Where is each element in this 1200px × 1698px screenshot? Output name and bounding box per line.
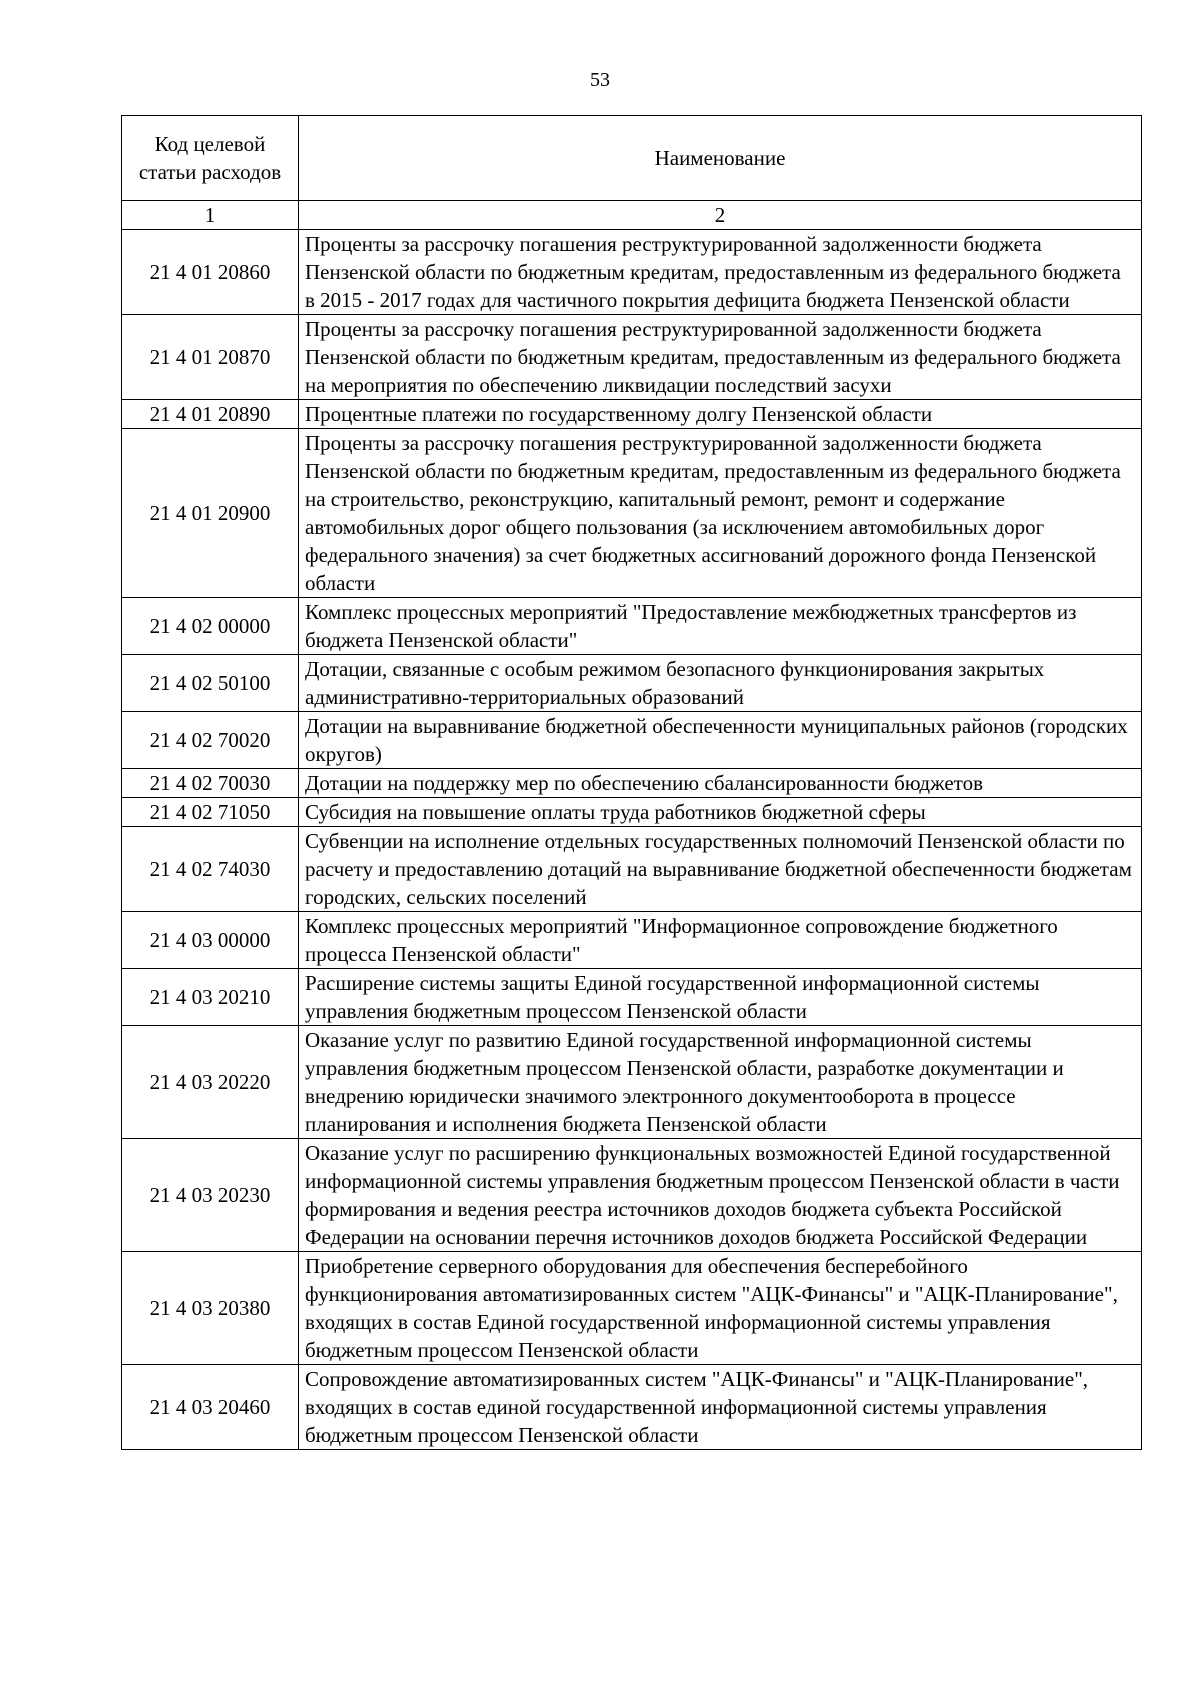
row-code: 21 4 02 70020 [122,712,299,769]
row-name: Оказание услуг по расширению функциональных возможностей Единой государственной информационной системы управления бюджетным процессом Пензенской области в части формирования и ведения реестра источников доходов бюджета субъекта Российской Федерации на основании перечня источников доходов бюджета Российской Федерации [299,1139,1142,1252]
table-row [122,969,1142,1026]
row-code: 21 4 01 20860 [122,230,299,315]
row-name: Комплекс процессных мероприятий "Предоставление межбюджетных трансфертов из бюджета Пензенской области" [299,598,1142,655]
table-row [122,598,1142,655]
row-name: Комплекс процессных мероприятий "Информационное сопровождение бюджетного процесса Пензенской области" [299,912,1142,969]
row-code: 21 4 03 20230 [122,1139,299,1252]
row-name: Дотации на поддержку мер по обеспечению сбалансированности бюджетов [299,769,1142,798]
budget-classification-table [121,115,1142,1450]
row-code: 21 4 02 71050 [122,798,299,827]
table-row [122,1139,1142,1252]
row-name: Проценты за рассрочку погашения реструктурированной задолженности бюджета Пензенской области по бюджетным кредитам, предоставленным из федерального бюджета в 2015 - 2017 годах для частичного покрытия дефицита бюджета Пензенской области [299,230,1142,315]
table-row [122,798,1142,827]
table-header-row [122,116,1142,201]
header-name: Наименование [299,116,1142,201]
table-row [122,400,1142,429]
row-code: 21 4 02 70030 [122,769,299,798]
page-number: 53 [590,69,610,91]
row-code: 21 4 01 20890 [122,400,299,429]
row-code: 21 4 03 00000 [122,912,299,969]
row-name: Расширение системы защиты Единой государственной информационной системы управления бюджетным процессом Пензенской области [299,969,1142,1026]
row-code: 21 4 02 00000 [122,598,299,655]
row-code: 21 4 03 20220 [122,1026,299,1139]
row-code: 21 4 03 20380 [122,1252,299,1365]
row-name: Приобретение серверного оборудования для обеспечения бесперебойного функционирования автоматизированных систем "АЦК-Финансы" и "АЦК-Планирование", входящих в состав Единой государственной информационной системы управления бюджетным процессом Пензенской области [299,1252,1142,1365]
table-row [122,1026,1142,1139]
table-row [122,912,1142,969]
table-row [122,712,1142,769]
row-name: Процентные платежи по государственному долгу Пензенской области [299,400,1142,429]
row-name: Субсидия на повышение оплаты труда работников бюджетной сферы [299,798,1142,827]
row-name: Проценты за рассрочку погашения реструктурированной задолженности бюджета Пензенской области по бюджетным кредитам, предоставленным из федерального бюджета на строительство, реконструкцию, капитальный ремонт, ремонт и содержание автомобильных дорог общего пользования (за исключением автомобильных дорог федерального значения) за счет бюджетных ассигнований дорожного фонда Пензенской области [299,429,1142,598]
row-name: Дотации, связанные с особым режимом безопасного функционирования закрытых административно-территориальных образований [299,655,1142,712]
row-code: 21 4 03 20210 [122,969,299,1026]
row-name: Проценты за рассрочку погашения реструктурированной задолженности бюджета Пензенской области по бюджетным кредитам, предоставленным из федерального бюджета на мероприятия по обеспечению ликвидации последствий засухи [299,315,1142,400]
table-row [122,230,1142,315]
table-body [122,230,1142,1450]
row-name: Дотации на выравнивание бюджетной обеспеченности муниципальных районов (городских округов) [299,712,1142,769]
column-number-row [122,201,1142,230]
row-code: 21 4 02 50100 [122,655,299,712]
table-row [122,429,1142,598]
row-code: 21 4 03 20460 [122,1365,299,1450]
table-row [122,315,1142,400]
column-number-1: 1 [122,201,299,230]
row-code: 21 4 02 74030 [122,827,299,912]
row-name: Сопровождение автоматизированных систем "АЦК-Финансы" и "АЦК-Планирование", входящих в состав единой государственной информационной системы управления бюджетным процессом Пензенской области [299,1365,1142,1450]
row-code: 21 4 01 20870 [122,315,299,400]
row-code: 21 4 01 20900 [122,429,299,598]
column-number-2: 2 [299,201,1142,230]
table-row [122,655,1142,712]
table-row [122,1365,1142,1450]
table-row [122,769,1142,798]
row-name: Оказание услуг по развитию Единой государственной информационной системы управления бюджетным процессом Пензенской области, разработке документации и внедрению юридически значимого электронного документооборота в процессе планирования и исполнения бюджета Пензенской области [299,1026,1142,1139]
table-row [122,1252,1142,1365]
row-name: Субвенции на исполнение отдельных государственных полномочий Пензенской области по расчету и предоставлению дотаций на выравнивание бюджетной обеспеченности бюджетам городских, сельских поселений [299,827,1142,912]
header-code: Код целевой статьи расходов [122,116,299,201]
table-row [122,827,1142,912]
